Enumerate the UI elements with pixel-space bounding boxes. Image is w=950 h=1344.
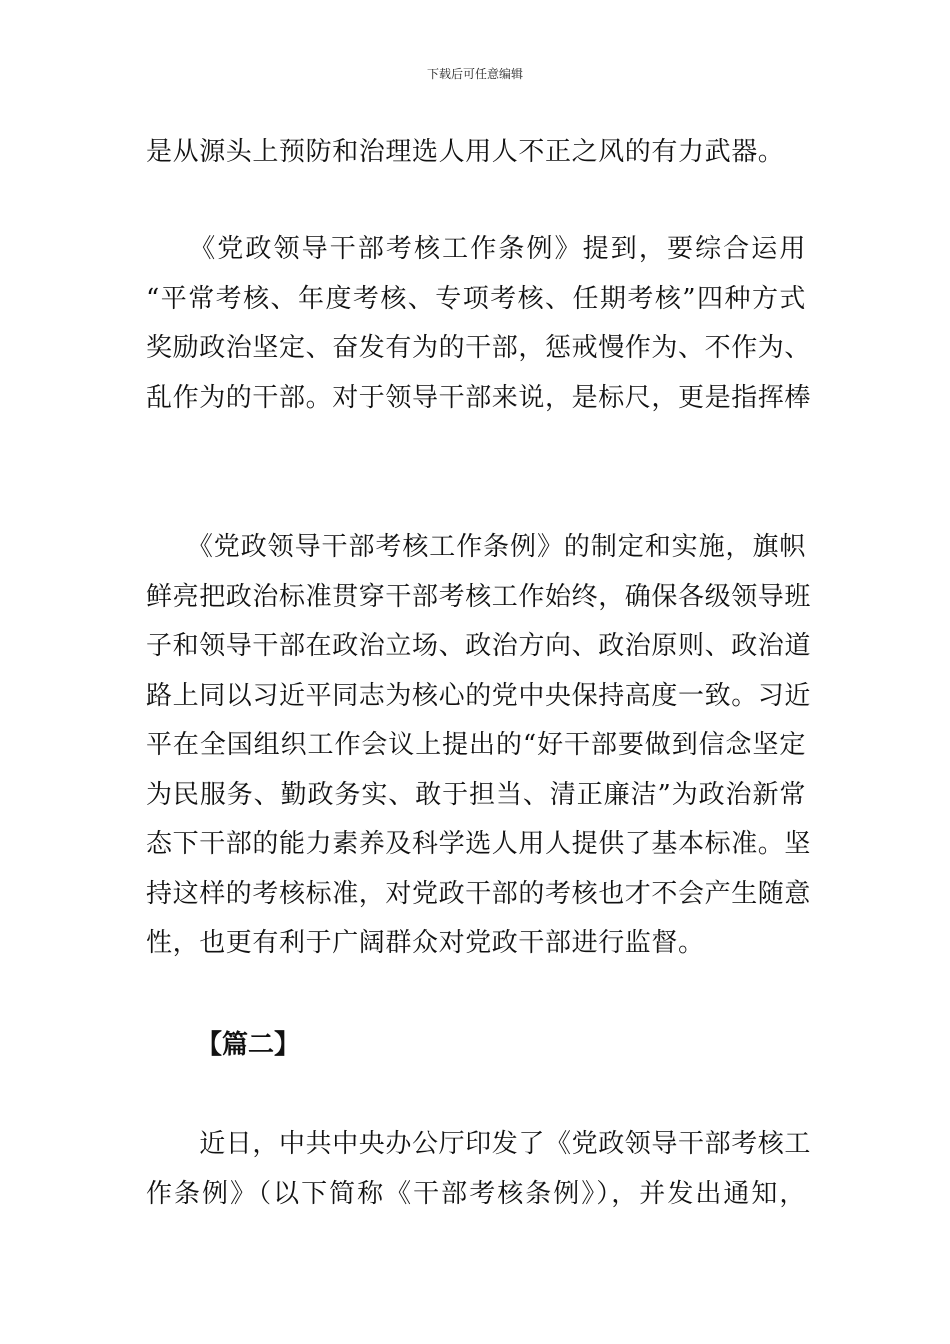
paragraph-line: 持这样的考核标准，对党政干部的考核也才不会产生随意	[146, 878, 812, 909]
paragraph-line: 路上同以习近平同志为核心的党中央保持高度一致。习近	[146, 680, 812, 711]
paragraph-line: 子和领导干部在政治立场、政治方向、政治原则、政治道	[146, 631, 812, 661]
paragraph-line: 乱作为的干部。对于领导干部来说，是标尺，更是指挥棒	[146, 382, 812, 413]
paragraph-line: “平常考核、年度考核、专项考核、任期考核”四种方式	[146, 283, 806, 314]
paragraph-3	[146, 523, 812, 969]
paragraph-line: 平在全国组织工作会议上提出的“好干部要做到信念坚定	[146, 730, 806, 760]
paragraph-line: 《党政领导干部考核工作条例》提到，要综合运用	[146, 234, 806, 264]
section-heading: 【篇二】	[196, 1030, 301, 1060]
page-header-note: 下载后可任意编辑	[426, 67, 523, 81]
paragraph-line: 态下干部的能力素养及科学选人用人提供了基本标准。坚	[146, 829, 812, 859]
paragraph-line: 鲜亮把政治标准贯穿干部考核工作始终，确保各级领导班	[146, 581, 812, 612]
paragraph-line: 为民服务、勤政务实、敢于担当、清正廉洁”为政治新常	[146, 779, 806, 810]
paragraph-line: 作条例》（以下简称《干部考核条例》），并发出通知，	[146, 1178, 806, 1209]
paragraph-1	[146, 128, 806, 178]
paragraph-2	[146, 225, 812, 423]
paragraph-line: 性，也更有利于广阔群众对党政干部进行监督。	[146, 928, 705, 958]
paragraph-line: 是从源头上预防和治理选人用人不正之风的有力武器。	[146, 137, 785, 167]
paragraph-4	[146, 1120, 812, 1219]
paragraph-line: 《党政领导干部考核工作条例》的制定和实施，旗帜	[146, 532, 806, 562]
paragraph-line: 奖励政治坚定、奋发有为的干部，惩戒慢作为、不作为、	[146, 333, 812, 363]
paragraph-line: 近日，中共中央办公厅印发了《党政领导干部考核工	[146, 1129, 812, 1159]
